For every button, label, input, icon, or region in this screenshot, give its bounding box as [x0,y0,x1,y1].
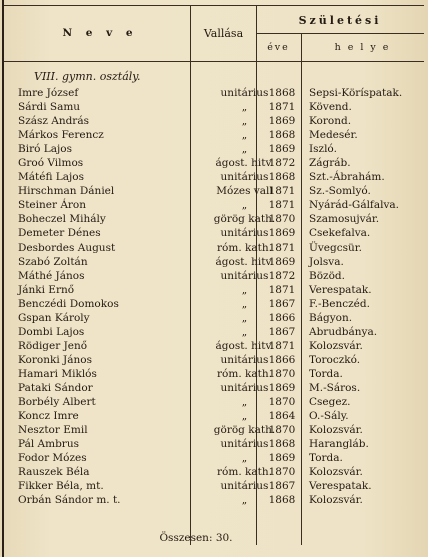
table-row [0,325,428,339]
religion-cell: „ [241,325,248,338]
table-row [0,451,428,465]
birth-year-cell: 1868 [268,494,296,507]
birth-year-cell: 1870 [268,424,296,437]
birth-place-cell: Bözöd. [309,269,345,282]
student-name: Desbordes August [18,241,116,254]
student-rows [0,86,428,507]
table-row [0,86,428,100]
header-mid-rule [256,33,424,34]
student-name: Pataki Sándor [18,381,93,394]
table-row [0,170,428,184]
religion-cell: görög kath. [213,213,276,226]
religion-cell: unitárius [220,227,269,240]
header-bottom-rule [4,61,424,62]
table-row [0,423,428,437]
student-name: Jánki Ernő [18,283,75,296]
birth-year-cell: 1867 [268,325,296,338]
birth-year-cell: 1870 [268,466,296,479]
student-name: Fodor Mózes [18,452,87,465]
birth-place-cell: Kolozsvár. [309,424,363,437]
student-name: Koronki János [18,353,92,366]
table-row [0,255,428,269]
birth-place-cell: Nyárád-Gálfalva. [309,199,399,212]
table-row [0,128,428,142]
table-row [0,198,428,212]
student-name: Demeter Dénes [18,227,101,240]
header-eve: éve [267,41,290,53]
birth-place-cell: Szamosujvár. [309,213,380,226]
birth-place-cell: Zágráb. [309,157,351,170]
student-name: Máthé János [18,269,85,282]
birth-year-cell: 1868 [268,438,296,451]
religion-cell: ágost. hitv. [215,339,274,352]
birth-year-cell: 1871 [268,185,296,198]
student-name: Borbély Albert [18,396,96,409]
student-name: Benczédi Domokos [18,297,119,310]
birth-year-cell: 1871 [268,283,296,296]
religion-cell: „ [241,199,248,212]
birth-place-cell: Torda. [309,452,343,465]
total-text: Összesen: 30. [159,532,233,544]
religion-cell: görög kath. [213,424,276,437]
religion-cell: Mózes vall [216,185,273,198]
header-szuletesi: Születési [298,13,382,27]
table-row [0,269,428,283]
student-name: Sárdi Samu [18,101,81,114]
table-row [0,297,428,311]
table-row [0,465,428,479]
birth-place-cell: Abrudbánya. [309,325,378,338]
birth-place-cell: F.-Benczéd. [309,297,370,310]
table-row [0,226,428,240]
student-name: Szász András [18,115,89,128]
student-name: Biró Lajos [18,143,72,156]
table-row [0,156,428,170]
religion-cell: unitárius [220,438,269,451]
religion-cell: „ [241,396,248,409]
birth-place-cell: Toroczkó. [309,353,361,366]
birth-place-cell: Korond. [309,115,352,128]
religion-cell: „ [241,143,248,156]
religion-cell: „ [241,452,248,465]
header-top-rule [4,5,424,6]
student-name: Márkos Ferencz [18,129,104,142]
birth-place-cell: Csegez. [309,396,351,409]
total-line [0,532,428,544]
student-name: Rauszek Béla [18,466,90,479]
table-row [0,409,428,423]
header-helye: h e l y e [334,41,391,53]
section-title: VIII. gymn. osztály. [34,70,141,83]
religion-cell: „ [241,410,248,423]
religion-cell: róm. kath. [217,367,272,380]
religion-cell: „ [241,297,248,310]
table-row [0,367,428,381]
birth-place-cell: Bágyon. [309,311,353,324]
student-name: Dombi Lajos [18,325,85,338]
birth-place-cell: Sepsi-Köríspatak. [309,87,403,99]
birth-year-cell: 1866 [268,311,296,324]
student-name: Pál Ambrus [18,438,79,451]
birth-year-cell: 1869 [268,255,296,268]
table-row [0,184,428,198]
student-name: Nesztor Emil [18,424,88,437]
table-row [0,437,428,451]
birth-year-cell: 1871 [268,339,296,352]
birth-place-cell: O.-Sály. [309,410,349,423]
birth-place-cell: Iszló. [309,143,337,156]
birth-year-cell: 1869 [268,115,296,128]
birth-year-cell: 1871 [268,241,296,254]
student-name: Hamari Miklós [18,367,97,380]
student-name: Gspan Károly [18,311,90,324]
student-name: Groó Vilmos [18,157,84,170]
birth-place-cell: Jolsva. [309,255,344,268]
religion-cell: unitárius [220,480,269,493]
table-row [0,381,428,395]
student-name: Boheczel Mihály [18,213,106,226]
religion-cell: ágost. hitv. [215,157,274,170]
table-row [0,241,428,255]
religion-cell: róm. kath. [217,241,272,254]
header-neve: N e v e [62,27,138,39]
birth-year-cell: 1867 [268,297,296,310]
religion-cell: „ [241,283,248,296]
student-name: Rödiger Jenő [18,339,88,352]
birth-year-cell: 1866 [268,353,296,366]
table-row [0,283,428,297]
table-row [0,493,428,507]
religion-cell: unitárius [220,87,269,99]
birth-year-cell: 1869 [268,227,296,240]
birth-year-cell: 1867 [268,480,296,493]
birth-place-cell: Torda. [309,367,343,380]
birth-place-cell: Üvegcsür. [309,241,362,254]
religion-cell: unitárius [220,269,269,282]
religion-cell: ágost. hitv. [215,255,274,268]
student-name: Steiner Áron [18,199,87,212]
birth-place-cell: Kövend. [309,101,352,114]
header-vallasa: Vallása [203,26,244,40]
birth-year-cell: 1871 [268,199,296,212]
student-name: Hirschman Dániel [18,185,115,198]
birth-place-cell: Sz.-Somlyó. [309,185,371,198]
student-name: Mátéfi Lajos [18,171,84,184]
birth-place-cell: Csekefalva. [309,227,371,240]
table-row [0,479,428,493]
religion-cell: róm. kath. [217,466,272,479]
religion-cell: „ [241,115,248,128]
table-row [0,142,428,156]
religion-cell: „ [241,129,248,142]
birth-year-cell: 1869 [268,381,296,394]
student-name: Fikker Béla, mt. [18,480,104,493]
student-name: Orbán Sándor m. t. [18,494,121,507]
religion-cell: „ [241,101,248,114]
student-name: Szabó Zoltán [18,255,88,268]
birth-year-cell: 1868 [268,87,296,99]
birth-year-cell: 1872 [268,269,296,282]
religion-cell: „ [241,311,248,324]
birth-year-cell: 1868 [268,171,296,184]
birth-year-cell: 1869 [268,143,296,156]
birth-place-cell: M.-Sáros. [309,381,361,394]
birth-place-cell: Verespatak. [309,480,372,493]
birth-place-cell: Verespatak. [309,283,372,296]
birth-place-cell: Szt.-Ábrahám. [309,171,385,184]
birth-place-cell: Kolozsvár. [309,466,363,479]
birth-place-cell: Medesér. [309,129,358,142]
birth-year-cell: 1869 [268,452,296,465]
birth-year-cell: 1872 [268,157,296,170]
birth-place-cell: Kolozsvár. [309,339,363,352]
student-name: Imre József [18,87,79,99]
religion-cell: unitárius [220,381,269,394]
birth-year-cell: 1870 [268,213,296,226]
birth-place-cell: Kolozsvár. [309,494,363,507]
birth-place-cell: Harangláb. [309,438,369,451]
birth-year-cell: 1871 [268,101,296,114]
table-row [0,100,428,114]
birth-year-cell: 1870 [268,367,296,380]
religion-cell: „ [241,494,248,507]
table-row [0,339,428,353]
table-row [0,114,428,128]
birth-year-cell: 1868 [268,129,296,142]
student-name: Koncz Imre [18,410,79,423]
religion-cell: unitárius [220,171,269,184]
table-row [0,395,428,409]
table-row [0,353,428,367]
birth-year-cell: 1864 [268,410,296,423]
table-row [0,311,428,325]
birth-year-cell: 1870 [268,396,296,409]
religion-cell: unitárius [220,353,269,366]
table-row [0,212,428,226]
